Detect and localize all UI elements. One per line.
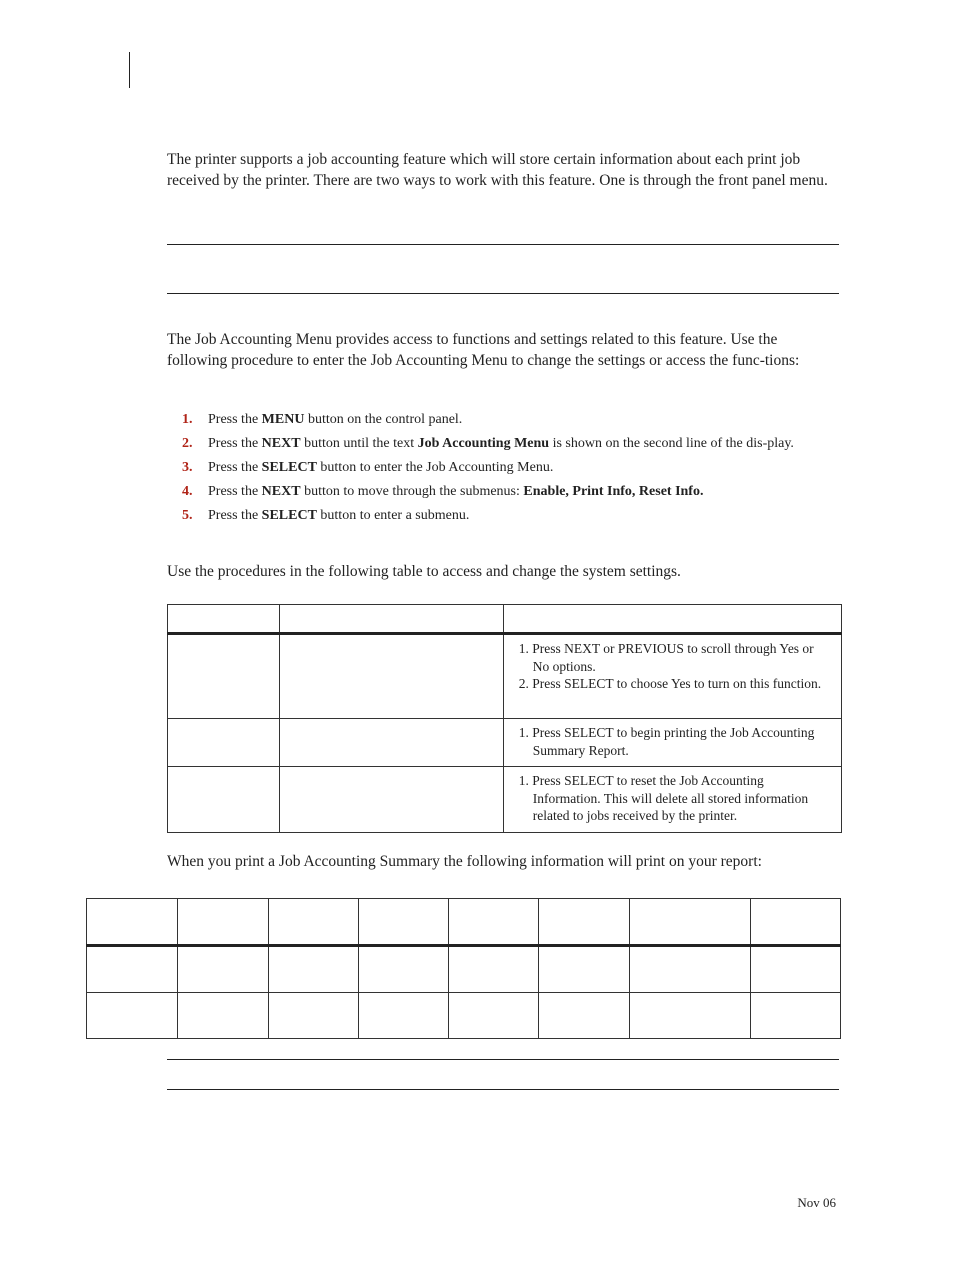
section-rule-top — [167, 244, 839, 245]
table-cell — [178, 946, 268, 993]
settings-table — [167, 604, 842, 833]
table-cell — [750, 993, 840, 1039]
instruction-item: 1. Press NEXT or PREVIOUS to scroll through Yes or No options. — [518, 641, 814, 674]
table-row — [87, 993, 841, 1039]
menu-intro-paragraph: The Job Accounting Menu provides access to functions and settings related to this feature. Use the following procedure to enter the Job Accounting Menu to change the settings or access the func-tions: — [167, 331, 800, 369]
table-cell — [629, 993, 750, 1039]
table-cell — [168, 719, 280, 767]
table-row — [87, 946, 841, 993]
summary-report-table — [86, 898, 841, 1039]
table-cell — [268, 946, 358, 993]
instruction-cell — [503, 634, 841, 719]
header-cell — [750, 899, 840, 946]
instruction-item: 1. Press SELECT to begin printing the Job Accounting Summary Report. — [518, 725, 815, 758]
table-header-row — [168, 605, 842, 634]
table-cell — [168, 634, 280, 719]
table-cell — [539, 946, 629, 993]
table-row — [168, 767, 842, 833]
step-item: 4. Press the NEXT button to move through the submenus: Enable, Print Info, Reset Info. — [182, 484, 704, 499]
step-item: 1. Press the MENU button on the control panel. — [182, 412, 463, 427]
table-intro-paragraph: Use the procedures in the following table to access and change the system settings. — [167, 563, 681, 580]
table-header-row — [87, 899, 841, 946]
table-cell — [629, 946, 750, 993]
table-cell — [279, 767, 503, 833]
note-rule-top — [167, 1059, 839, 1060]
header-cell — [178, 899, 268, 946]
table-cell — [87, 993, 178, 1039]
step-item: 2. Press the NEXT button until the text Job Accounting Menu is shown on the second line of the dis-play. — [182, 436, 794, 451]
section-rule-bottom — [167, 293, 839, 294]
instruction-cell — [503, 719, 841, 767]
summary-intro-paragraph: When you print a Job Accounting Summary the following information will print on your report: — [167, 853, 762, 870]
header-cell — [449, 899, 539, 946]
procedure-steps — [182, 412, 842, 532]
instruction-cell — [503, 767, 841, 833]
note-rule-bottom — [167, 1089, 839, 1090]
instruction-item: 2. Press SELECT to choose Yes to turn on this function. — [518, 676, 822, 691]
table-cell — [279, 634, 503, 719]
header-cell — [268, 899, 358, 946]
table-cell — [168, 767, 280, 833]
intro-paragraph: The printer supports a job accounting feature which will store certain information about each print job received by the printer. There are two ways to work with this feature. One is through the front panel menu. — [167, 151, 828, 189]
table-cell — [279, 719, 503, 767]
header-cell — [629, 899, 750, 946]
table-row — [168, 634, 842, 719]
instruction-item: 1. Press SELECT to reset the Job Accounting Information. This will delete all stored information related to jobs received by the printer. — [518, 773, 809, 823]
header-cell — [87, 899, 178, 946]
footer-date: Nov 06 — [797, 1195, 836, 1210]
table-cell — [358, 993, 448, 1039]
header-cell — [539, 899, 629, 946]
step-item: 3. Press the SELECT button to enter the Job Accounting Menu. — [182, 460, 554, 475]
table-row — [168, 719, 842, 767]
header-cell — [168, 605, 280, 634]
table-cell — [449, 946, 539, 993]
change-bar — [129, 52, 130, 88]
header-cell — [279, 605, 503, 634]
table-cell — [268, 993, 358, 1039]
table-cell — [750, 946, 840, 993]
table-cell — [449, 993, 539, 1039]
header-cell — [358, 899, 448, 946]
step-item: 5. Press the SELECT button to enter a submenu. — [182, 508, 470, 523]
table-cell — [358, 946, 448, 993]
table-cell — [539, 993, 629, 1039]
table-cell — [87, 946, 178, 993]
header-cell — [503, 605, 841, 634]
table-cell — [178, 993, 268, 1039]
